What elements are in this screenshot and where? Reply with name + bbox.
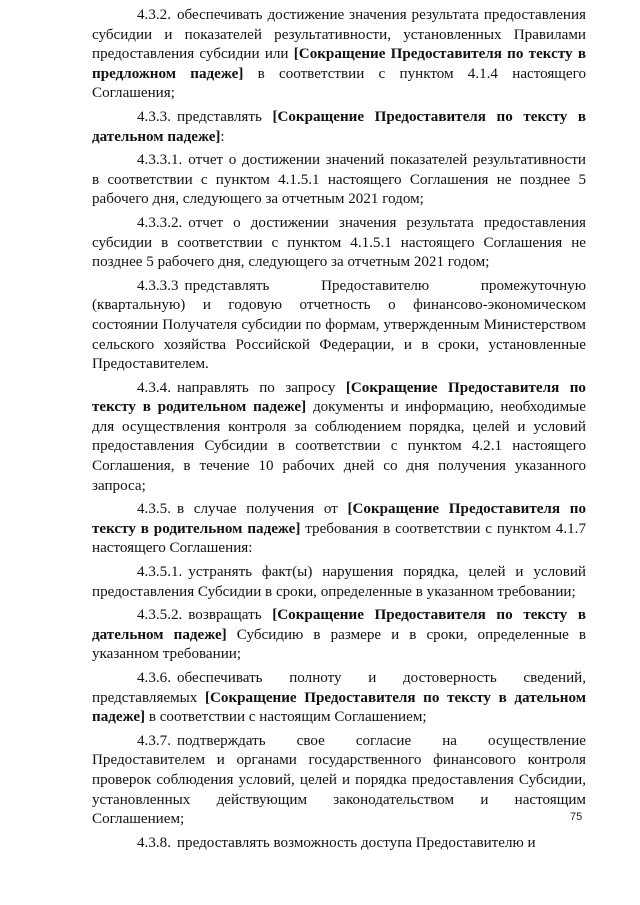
paragraph-text: в случае получения от	[176, 501, 348, 518]
paragraph-text: требования в соответствии с пунктом 4.1.7 настоящего Соглашения:	[92, 520, 586, 557]
paragraph-number: 4.3.2.	[137, 7, 171, 23]
paragraph-number: 4.3.3.3	[137, 277, 179, 294]
paragraph-4-3-8	[92, 834, 586, 854]
paragraph-text: подтверждать свое согласие на осуществление Предоставителем и органами государственного финансового контроля проверок соблюдения условий, целей и порядка предоставления Субсидии, установленных действующим законодательством и настоящим Соглашением;	[92, 732, 586, 828]
placeholder-bold: [Сокращение Предоставителя по тексту в дательном падеже]	[92, 607, 586, 643]
paragraph-number: 4.3.3.2.	[137, 214, 183, 231]
paragraph-4-3-6	[92, 669, 586, 728]
paragraph-number: 4.3.5.2.	[137, 607, 183, 624]
paragraph-number: 4.3.8.	[137, 834, 171, 851]
paragraph-text: устранять факт(ы) нарушения порядка, целей и условий предоставления Субсидии в сроки, определенные в указанном требовании;	[92, 564, 586, 600]
document-body	[92, 6, 586, 853]
paragraph-text: :	[220, 128, 225, 145]
paragraph-4-3-5-1	[92, 563, 586, 602]
paragraph-text: Субсидию в размере и в сроки, определенные в указанном требовании;	[92, 626, 587, 663]
placeholder-bold: [Сокращение Предоставителя по тексту в родительном падеже]	[92, 379, 586, 416]
paragraph-text: обеспечивать достижение значения результата предоставления субсидии и показателей результативности, установленных Правилами предоставления субсидии или	[92, 7, 586, 63]
placeholder-bold: [Сокращение Предоставителя по тексту в дательном падеже]	[92, 689, 586, 726]
paragraph-text: документы и информацию, необходимые для осуществления контроля за соблюдением порядка, целей и условий предоставления Субсидии в соответствии с пунктом 4.2.1 настоящего Соглашения, в течение 10 рабочих дней со дня получения указанного запроса;	[92, 399, 586, 494]
page-number: 75	[570, 811, 583, 823]
paragraph-text: возвращать	[188, 607, 273, 624]
paragraph-number: 4.3.5.1.	[137, 564, 183, 581]
paragraph-number: 4.3.7.	[137, 732, 171, 749]
paragraph-4-3-5-2	[92, 606, 586, 665]
paragraph-4-3-7	[92, 732, 586, 830]
paragraph-text: направлять по запросу	[176, 379, 346, 396]
paragraph-text: в соответствии с настоящим Соглашением;	[145, 709, 427, 726]
placeholder-bold: [Сокращение Предоставителя по тексту в дательном падеже]	[92, 108, 586, 145]
paragraph-text: в соответствии с пунктом 4.1.4 настоящего Соглашения;	[92, 65, 586, 102]
paragraph-4-3-3-3	[92, 277, 586, 375]
paragraph-text: обеспечивать полноту и достоверность сведений, представляемых	[92, 670, 586, 706]
paragraph-4-3-3-1	[92, 151, 586, 210]
paragraph-number: 4.3.5.	[137, 501, 171, 518]
paragraph-text: представлять	[176, 108, 273, 125]
paragraph-text: предоставлять возможность доступа Предоставителю и	[176, 834, 536, 851]
paragraph-number: 4.3.4.	[137, 379, 171, 396]
paragraph-number: 4.3.6.	[137, 670, 171, 686]
paragraph-text: отчет о достижении значения результата предоставления субсидии в соответствии с пунктом 4.1.5.1 настоящего Соглашения не позднее 5 рабочего дня, следующего за отчетным 2021 годом;	[92, 214, 586, 271]
paragraph-4-3-2	[92, 6, 586, 104]
paragraph-text: отчет о достижении значений показателей результативности в соответствии с пунктом 4.1.5.1 настоящего Соглашения не позднее 5 рабочего дня, следующего за отчетным 2021 годом;	[92, 152, 586, 208]
paragraph-4-3-3	[92, 108, 586, 147]
placeholder-bold: [Сокращение Предоставителя по тексту в родительном падеже]	[92, 501, 586, 537]
paragraph-4-3-3-2	[92, 214, 586, 273]
paragraph-number: 4.3.3.	[137, 108, 171, 125]
paragraph-text: представлять Предоставителю промежуточную (квартальную) и годовую отчетность о финансово-экономическом состоянии Получателя субсидии по формам, утвержденным Министерством сельского хозяйства Российской Федерации, и в сроки, установленные Предоставителем.	[92, 277, 586, 373]
paragraph-number: 4.3.3.1.	[137, 152, 183, 169]
placeholder-bold: [Сокращение Предоставителя по тексту в предложном падеже]	[92, 46, 586, 82]
paragraph-4-3-4	[92, 379, 586, 497]
paragraph-4-3-5	[92, 500, 586, 559]
